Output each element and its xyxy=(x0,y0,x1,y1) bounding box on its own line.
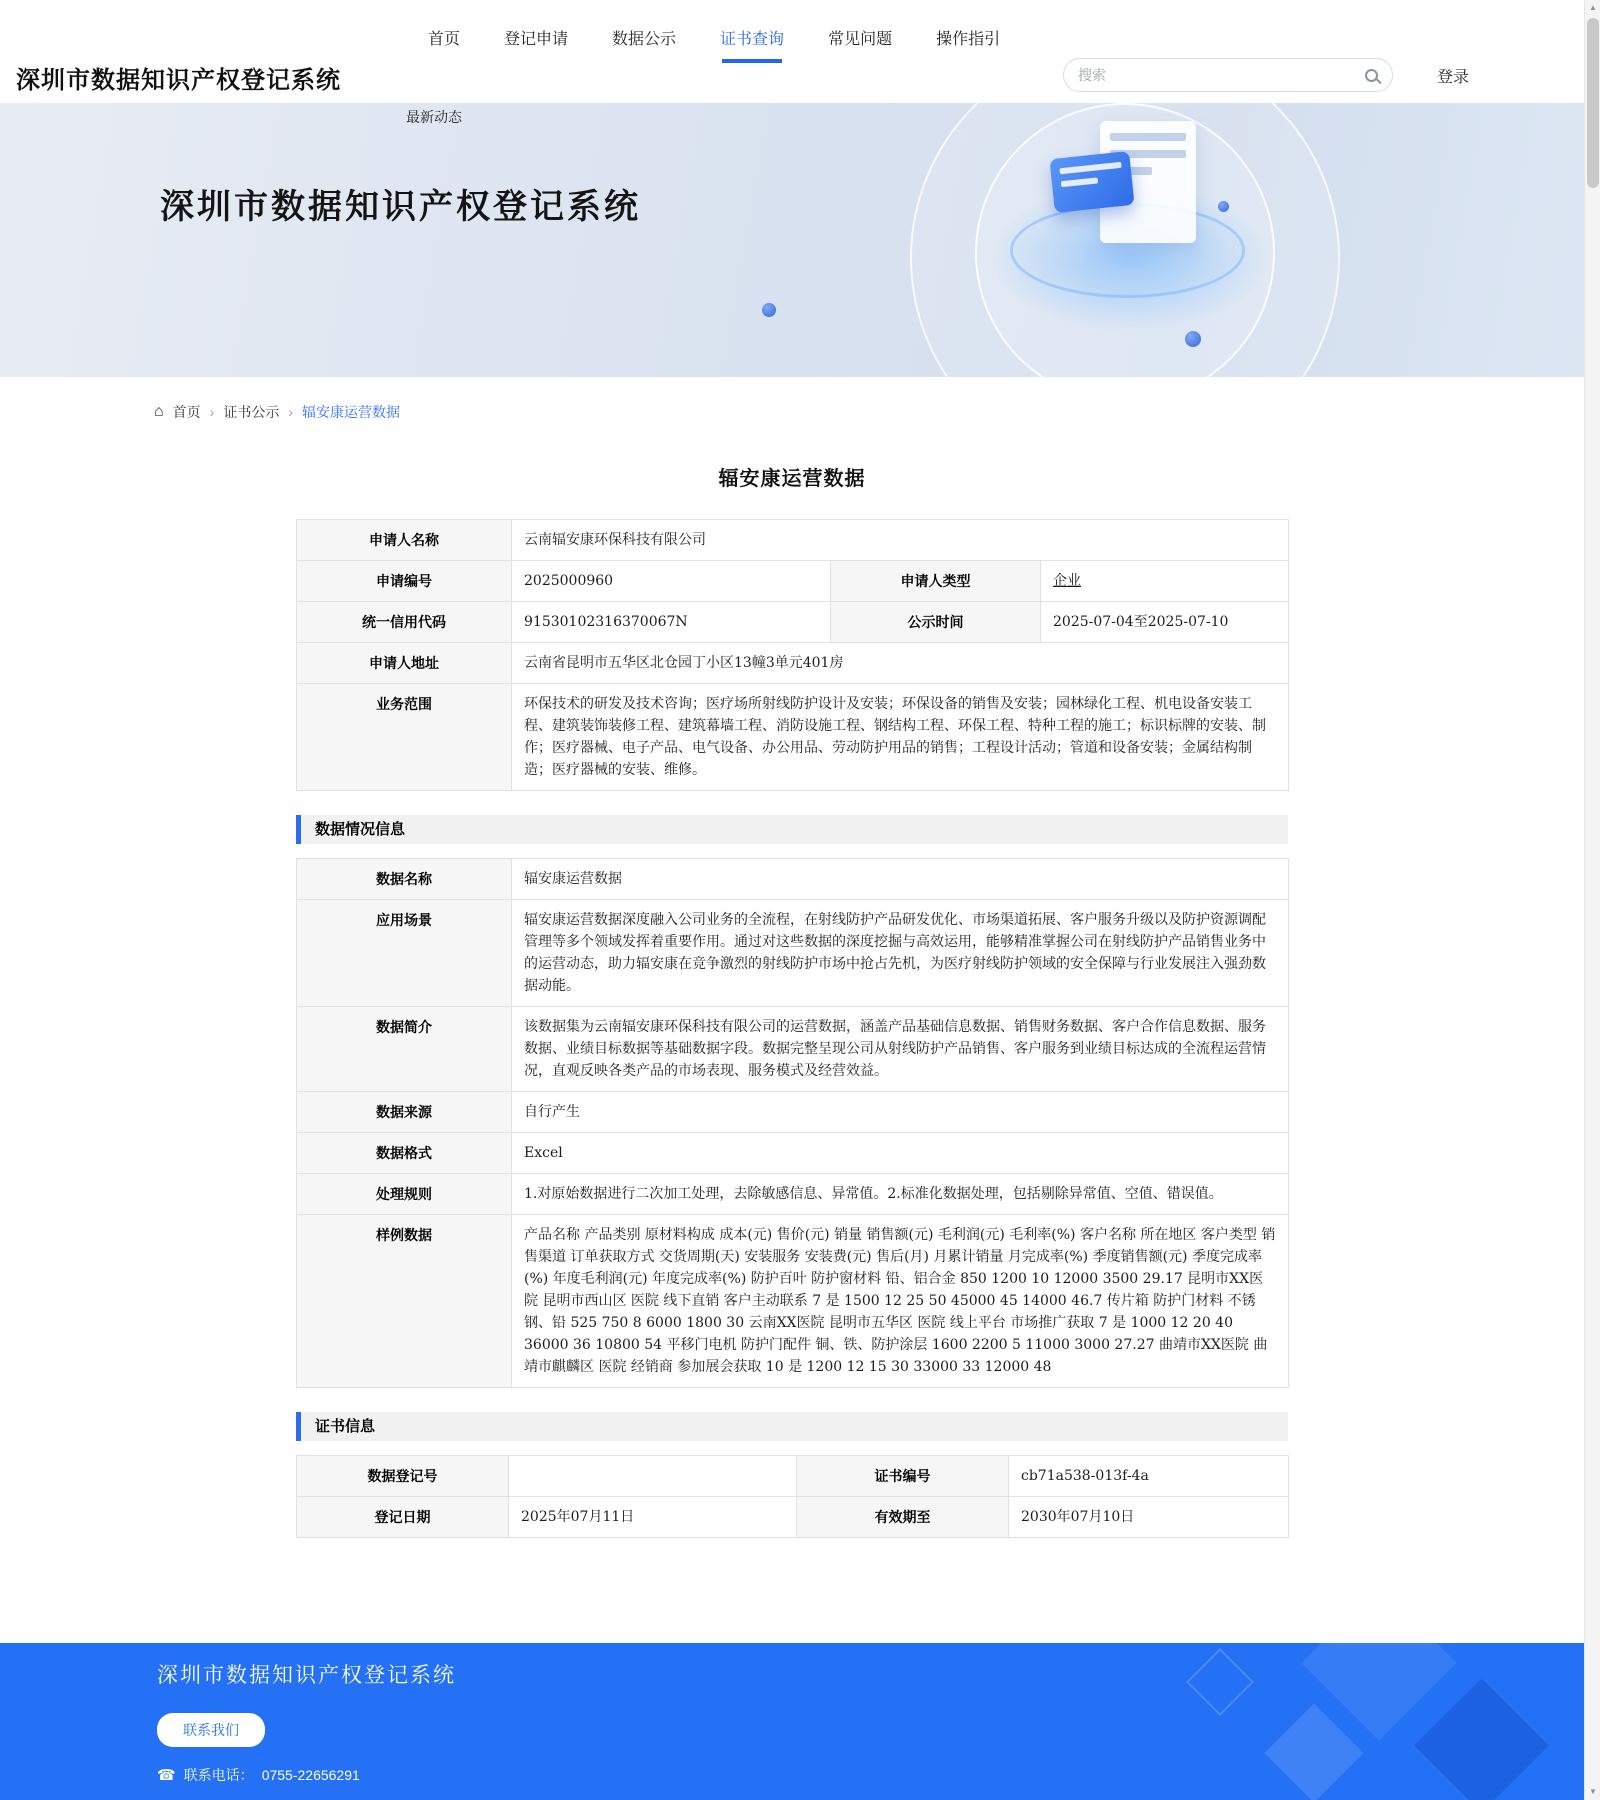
field-value: 辐安康运营数据 xyxy=(512,859,1289,900)
field-value-sample-data: 产品名称 产品类别 原材料构成 成本(元) 售价(元) 销量 销售额(元) 毛利润(元) 毛利率(%) 客户名称 所在地区 客户类型 销售渠道 订单获取方式 交货周期(天) 安装服务 安装费(元) 售后(月) 月累计销量 月完成率(%) 季度销售额(元) 季度完成率(%) 年度毛利润(元) 年度完成率(%) 防护百叶 防护窗材料 铅、铝合金 850 1200 10 12000 3500 29.17 昆明市XX医院 昆明市西山区 医院 线下直销 客户主动联系 7 是 1500 12 25 50 45000 45 14000 46.7 传片箱 防护门材料 不锈钢、铅 525 750 8 6000 1800 30 云南XX医院 昆明市五华区 医院 线上平台 市场推广获取 7 是 1000 12 20 40 36000 36 10800 54 平移门电机 防护门配件 铜、铁、防护涂层 1600 2200 5 11000 3000 27.27 曲靖市XX医院 曲靖市麒麟区 医院 经销商 参加展会获取 10 是 1200 12 15 30 33000 33 12000 48 xyxy=(512,1215,1289,1388)
table-row xyxy=(297,1133,1289,1174)
footer xyxy=(0,1643,1584,1800)
nav-item-faq[interactable]: 常见问题 xyxy=(828,31,893,48)
field-label: 申请编号 xyxy=(297,561,512,602)
field-value: 自行产生 xyxy=(512,1092,1289,1133)
field-label: 业务范围 xyxy=(297,684,512,791)
section-title: 证书信息 xyxy=(315,1418,376,1435)
breadcrumb-separator: › xyxy=(209,404,215,420)
breadcrumb-current-page: 辐安康运营数据 xyxy=(302,404,401,420)
nav-item-data-publicity[interactable]: 数据公示 xyxy=(612,31,677,48)
phone-number: 0755-22656291 xyxy=(261,1767,360,1783)
field-value: 云南省昆明市五华区北仓园丁小区13幢3单元401房 xyxy=(512,643,1289,684)
search-input[interactable] xyxy=(1078,67,1357,83)
nav-item-certificate-query[interactable]: 证书查询 xyxy=(720,26,784,71)
table-row xyxy=(297,1456,1289,1497)
table-row xyxy=(297,602,1289,643)
footer-decor-diamond xyxy=(1414,1678,1548,1800)
data-info-table xyxy=(296,858,1289,1388)
hero-illustration xyxy=(800,103,1440,377)
hero-banner xyxy=(0,103,1584,377)
vertical-scrollbar[interactable] xyxy=(1584,0,1600,1800)
table-row xyxy=(297,561,1289,602)
nav-item-guide[interactable]: 操作指引 xyxy=(936,31,1001,48)
card-line xyxy=(1061,177,1099,187)
table-row xyxy=(297,520,1289,561)
table-row xyxy=(297,1092,1289,1133)
field-value-certificate-number: cb71a538-013f-4a xyxy=(1009,1456,1289,1497)
field-label: 申请人类型 xyxy=(831,561,1041,602)
field-label: 数据格式 xyxy=(297,1133,512,1174)
decor-sphere xyxy=(1185,331,1201,347)
field-value: 辐安康运营数据深度融入公司业务的全流程，在射线防护产品研发优化、市场渠道拓展、客户服务升级以及防护资源调配管理等多个领域发挥着重要作用。通过对这些数据的深度挖掘与高效运用，能够精准掌握公司在射线防护产品销售业务中的运营动态，助力辐安康在竞争激烈的射线防护市场中抢占先机，为医疗射线防护领域的安全保障与行业发展注入强劲数据动能。 xyxy=(512,900,1289,1007)
breadcrumb-separator: › xyxy=(288,404,294,420)
section-header-certificate xyxy=(296,1412,1288,1441)
table-row xyxy=(297,1215,1289,1388)
table-row xyxy=(297,1174,1289,1215)
field-label: 数据简介 xyxy=(297,1007,512,1092)
hero-title: 深圳市数据知识产权登记系统 xyxy=(160,188,641,226)
table-row xyxy=(297,643,1289,684)
phone-icon: ☎ xyxy=(157,1767,176,1784)
login-link[interactable]: 登录 xyxy=(1437,69,1470,86)
decor-sphere xyxy=(1218,201,1229,212)
field-value: Excel xyxy=(512,1133,1289,1174)
field-label: 公示时间 xyxy=(831,602,1041,643)
field-label: 数据名称 xyxy=(297,859,512,900)
footer-decor-diamond xyxy=(1186,1648,1254,1716)
home-icon[interactable]: ⌂ xyxy=(154,403,164,420)
field-label: 应用场景 xyxy=(297,900,512,1007)
field-value-valid-until: 2030年07月10日 xyxy=(1009,1497,1289,1538)
table-row xyxy=(297,900,1289,1007)
phone-label: 联系电话： xyxy=(183,1767,254,1783)
site-logo: 深圳市数据知识产权登记系统 xyxy=(16,67,341,94)
field-label: 有效期至 xyxy=(797,1497,1009,1538)
field-label: 样例数据 xyxy=(297,1215,512,1388)
breadcrumb-certificate-publicity[interactable]: 证书公示 xyxy=(223,404,280,420)
nav-item-registration[interactable]: 登记申请 xyxy=(504,31,569,48)
certificate-table xyxy=(296,1455,1289,1538)
card-line xyxy=(1059,162,1121,174)
applicant-info-table xyxy=(296,519,1289,791)
contact-us-button[interactable]: 联系我们 xyxy=(157,1713,265,1747)
section-title: 数据情况信息 xyxy=(315,821,406,838)
field-value-registration-date: 2025年07月11日 xyxy=(509,1497,797,1538)
certificate-card-graphic xyxy=(1049,151,1134,213)
scrollbar-thumb[interactable] xyxy=(1587,18,1599,188)
field-label: 数据登记号 xyxy=(297,1456,509,1497)
top-header xyxy=(0,0,1584,103)
footer-decor-diamond xyxy=(1265,1704,1364,1800)
main-nav xyxy=(428,26,1000,71)
breadcrumb-home[interactable]: 首页 xyxy=(172,404,201,420)
field-label: 统一信用代码 xyxy=(297,602,512,643)
field-label: 处理规则 xyxy=(297,1174,512,1215)
field-label: 证书编号 xyxy=(797,1456,1009,1497)
footer-phone xyxy=(157,1765,360,1785)
field-label: 申请人地址 xyxy=(297,643,512,684)
field-value: 云南辐安康环保科技有限公司 xyxy=(512,520,1289,561)
search-icon[interactable] xyxy=(1365,69,1378,82)
scrollbar-down-arrow[interactable]: ▼ xyxy=(1589,1787,1597,1796)
field-label: 申请人名称 xyxy=(297,520,512,561)
table-row xyxy=(297,684,1289,791)
breadcrumb xyxy=(0,377,1584,428)
main-content xyxy=(296,519,1288,1538)
page-title: 辐安康运营数据 xyxy=(718,466,866,490)
field-value-registration-number xyxy=(509,1456,797,1497)
footer-site-title: 深圳市数据知识产权登记系统 xyxy=(157,1663,456,1687)
scrollbar-up-arrow[interactable]: ▲ xyxy=(1589,3,1597,12)
table-row xyxy=(297,1497,1289,1538)
table-row xyxy=(297,859,1289,900)
field-value-applicant-type: 企业 xyxy=(1041,561,1289,602)
nav-item-home[interactable]: 首页 xyxy=(428,31,461,48)
nav-submenu-latest-news[interactable]: 最新动态 xyxy=(406,109,462,125)
field-label: 登记日期 xyxy=(297,1497,509,1538)
field-value: 1.对原始数据进行二次加工处理，去除敏感信息、异常值。2.标准化数据处理，包括剔除异常值、空值、错误值。 xyxy=(512,1174,1289,1215)
field-label: 数据来源 xyxy=(297,1092,512,1133)
search-box[interactable] xyxy=(1063,58,1393,92)
field-value: 2025000960 xyxy=(512,561,831,602)
field-value: 91530102316370067N xyxy=(512,602,831,643)
panel-line xyxy=(1110,133,1186,141)
section-header-data-info xyxy=(296,815,1288,844)
table-row xyxy=(297,1007,1289,1092)
decor-sphere xyxy=(762,303,776,317)
field-value: 2025-07-04至2025-07-10 xyxy=(1041,602,1289,643)
field-value: 环保技术的研发及技术咨询；医疗场所射线防护设计及安装；环保设备的销售及安装；园林绿化工程、机电设备安装工程、建筑装饰装修工程、建筑幕墙工程、消防设施工程、钢结构工程、环保工程、特种工程的施工；标识标牌的安装、制作；医疗器械、电子产品、电气设备、办公用品、劳动防护用品的销售；工程设计活动；管道和设备安装；金属结构制造；医疗器械的安装、维修。 xyxy=(512,684,1289,791)
field-value: 该数据集为云南辐安康环保科技有限公司的运营数据，涵盖产品基础信息数据、销售财务数据、客户合作信息数据、服务数据、业绩目标数据等基础数据字段。数据完整呈现公司从射线防护产品销售、客户服务到业绩目标达成的全流程运营情况，直观反映各类产品的市场表现、服务模式及经营效益。 xyxy=(512,1007,1289,1092)
